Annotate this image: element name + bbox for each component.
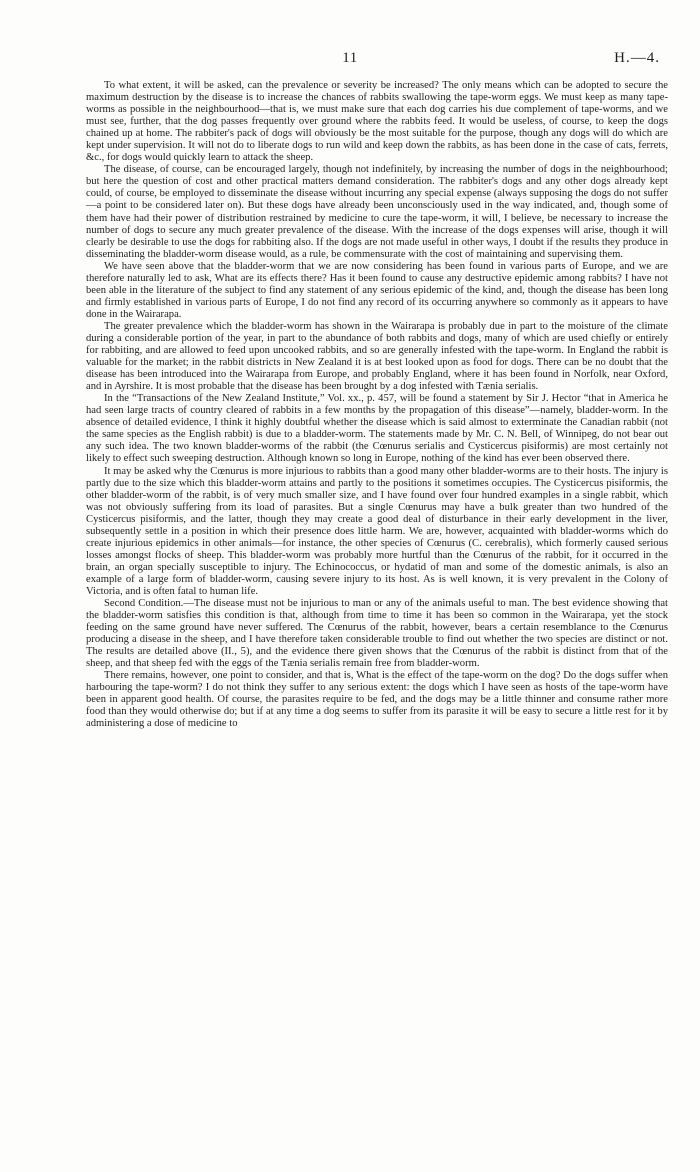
body-text: [86, 80, 668, 731]
document-reference: H.—4.: [614, 50, 660, 66]
paragraph-6: It may be asked why the Cœnurus is more injurious to rabbits than a good many other bladder-worms are to their hosts. The injury is partly due to the size which this bladder-worm attains and partly to the positions it sometimes occupies. The Cysticercus pisiformis, the other bladder-worm of the rabbit, is of very much smaller size, and I have found over four hundred examples in a single rabbit, which was not obviously suffering from its load of parasites. But a single Cœnurus may have a bulk greater than two hundred of the Cysticercus pisiformis, and the latter, though they may create a good deal of disturbance in their early development in the liver, subsequently settle in a position in which their presence does little harm. We are, however, acquainted with bladder-worms which do create injurious epidemics in other animals—for instance, the other species of Cœnurus (C. cerebralis), which formerly caused serious losses amongst flocks of sheep. This bladder-worm was probably more hurtful than the Cœnurus of the rabbit, for it occurred in the brain, an organ specially susceptible to injury. The Echinococcus, or hydatid of man and some of the domestic animals, is also an example of a large form of bladder-worm, causing severe injury to its host. As is well known, it is very prevalent in the Colony of Victoria, and is often fatal to human life.: [86, 465, 668, 597]
paragraph-7: Second Condition.—The disease must not be injurious to man or any of the animals useful to man. The best evidence showing that the bladder-worm satisfies this condition is that, although from time to time it has been so common in the Wairarapa, yet the stock feeding on the same ground have never suffered. The Cœnurus of the rabbit, however, bears a certain resemblance to the Cœnurus producing a disease in the sheep, and I have therefore taken considerable trouble to find out whether the two species are distinct or not. The results are detailed above (II., 5), and the evidence there given shows that the Cœnurus of the rabbit is distinct from that of the sheep, and that sheep fed with the eggs of the Tænia serialis remain free from bladder-worm.: [86, 598, 668, 670]
paragraph-2: The disease, of course, can be encouraged largely, though not indefinitely, by increasing the number of dogs in the neighbourhood; but here the question of cost and other practical matters demand consideration. The rabbiter's dogs and any other dogs already kept could, of course, be employed to disseminate the disease without incurring any special expense (always supposing the dogs do not suffer—a point to be considered later on). But these dogs have already been unconsciously used in the way indicated, and, though some of them have had their power of distribution restrained by medicine to cure the tape-worm, it will, I believe, be necessary to increase the number of dogs to secure any much greater prevalence of the disease. With the increase of the dogs expenses will arise, though it will clearly be desirable to use the dogs for rabbiting also. If the dogs are not made useful in other ways, I doubt if the results they produce in disseminating the bladder-worm disease would, as a rule, be commensurate with the cost of maintaining and supervising them.: [86, 164, 668, 260]
paragraph-3: We have seen above that the bladder-worm that we are now considering has been found in various parts of Europe, and we are therefore naturally led to ask, What are its effects there? Has it been found to cause any destructive epidemic among rabbits? I have not been able in the literature of the subject to find any statement of any serious epidemic of the kind, and, though the disease has been long and firmly established in various parts of Europe, I do not find any record of its occurring anywhere so commonly as it appears to have done in the Wairarapa.: [86, 260, 668, 320]
page-number: 11: [342, 50, 358, 66]
paragraph-5: In the “Transactions of the New Zealand Institute,” Vol. xx., p. 457, will be found a statement by Sir J. Hector “that in America he had seen large tracts of country cleared of rabbits in a few months by the propagation of this disease”—namely, bladder-worm. In the absence of detailed evidence, I think it highly doubtful whether the disease which is said almost to exterminate the Canadian rabbit (not the same species as the English rabbit) is due to a bladder-worm. The statements made by Mr. C. N. Bell, of Winnipeg, do not bear out any such idea. The two known bladder-worms of the rabbit (the Cœnurus serialis and Cysticercus pisiformis) are most certainly not likely to effect such sweeping destruction. Although known so long in Europe, nothing of the kind has ever been observed there.: [86, 393, 668, 465]
paragraph-4: The greater prevalence which the bladder-worm has shown in the Wairarapa is probably due in part to the moisture of the climate during a considerable portion of the year, in part to the abundance of both rabbits and dogs, many of which are used chiefly or entirely for rabbiting, and are allowed to feed upon uncooked rabbits, and so are generally infested with the tape-worm. In England the rabbit is valuable for the market; in the rabbit districts in New Zealand it is at best looked upon as food for dogs. There can be no doubt that the disease has been introduced into the Wairarapa from Europe, and probably England, where it has been found in Norfolk, near Oxford, and in Ayrshire. It is most probable that the disease has been brought by a dog infested with Tænia serialis.: [86, 320, 668, 393]
paragraph-8: There remains, however, one point to consider, and that is, What is the effect of the tape-worm on the dog? Do the dogs suffer when harbouring the tape-worm? I do not think they suffer to any serious extent: the dogs which I have seen as hosts of the tape-worm have been in apparent good health. Of course, the parasites require to be fed, and the dogs may be a little thinner and consume rather more food than they would otherwise do; but if at any time a dog seems to suffer from its parasite it will be easy to secure a little rest for it by administering a dose of medicine to: [86, 670, 668, 730]
paragraph-1: To what extent, it will be asked, can the prevalence or severity be increased? The only means which can be adopted to secure the maximum destruction by the disease is to increase the chances of rabbits swallowing the tape-worm eggs. We must keep as many tape-worms as possible in the neighbourhood—that is, we must make sure that each dog carries his due complement of tape-worms, and we must see, further, that the dog passes frequently over ground where the rabbits feed. It would be useless, of course, to keep the dogs chained up at home. The rabbiter's pack of dogs will obviously be the most suitable for the purpose, though any dogs will do which are kept under supervision. It will not do to liberate dogs to run wild and keep down the rabbits, as has been done in the case of cats, ferrets, &c., for dogs would quickly learn to attack the sheep.: [86, 80, 668, 164]
